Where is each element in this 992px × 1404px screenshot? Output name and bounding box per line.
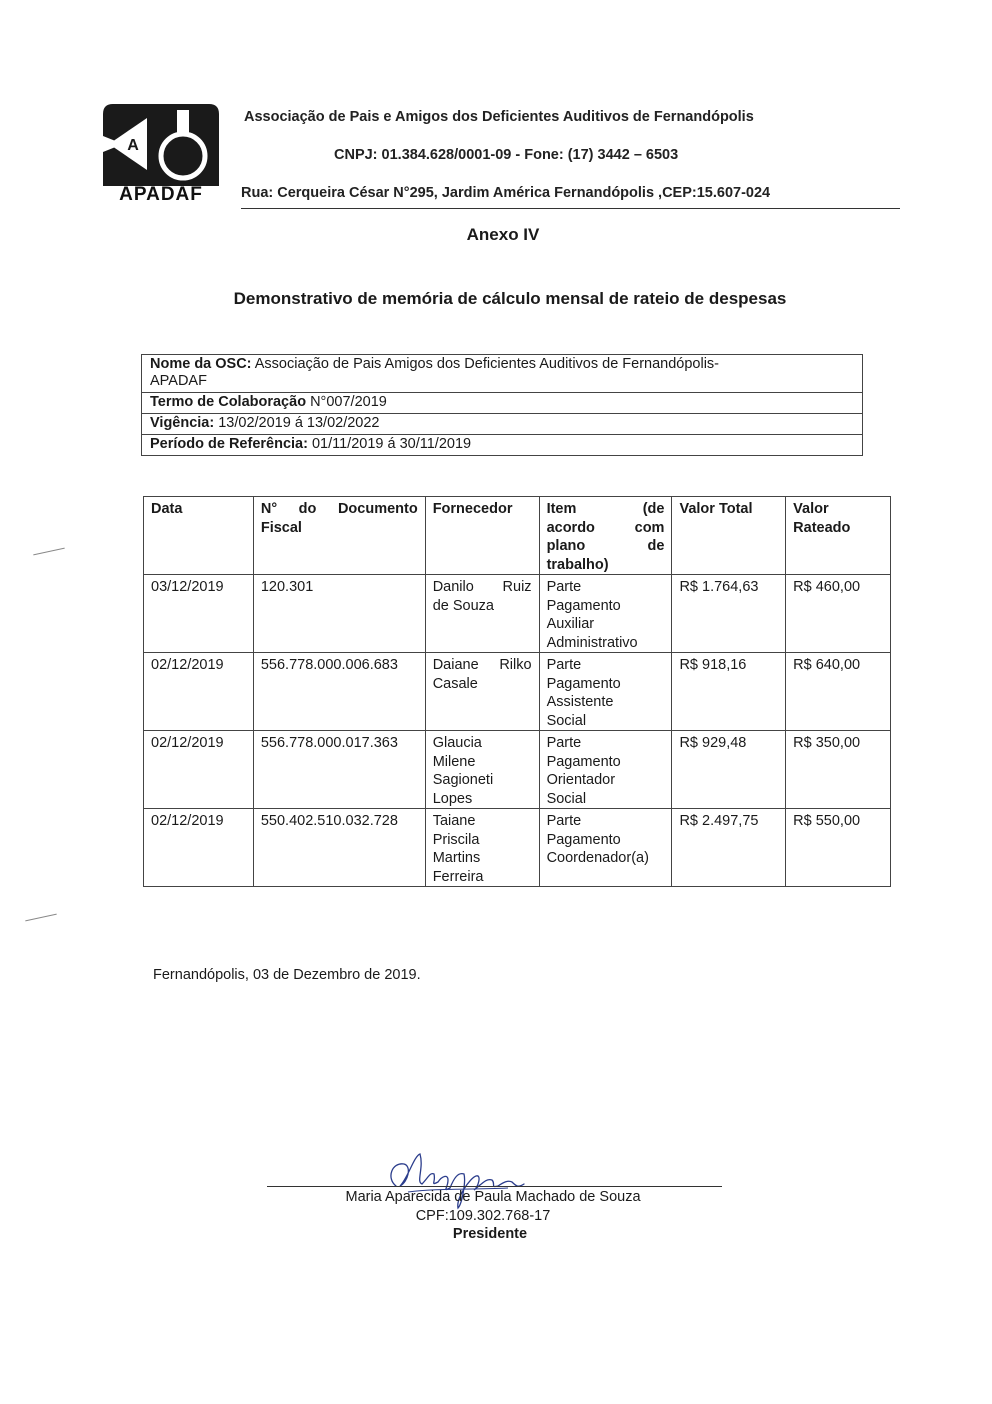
cell-valor-total: R$ 918,16 [672,653,786,731]
cell-data: 02/12/2019 [144,653,254,731]
cell-item: Parte Pagamento Orientador Social [539,731,672,809]
header-divider [241,208,900,209]
cell-data: 02/12/2019 [144,731,254,809]
organization-cnpj-phone: CNPJ: 01.384.628/0001-09 - Fone: (17) 3442 – 6503 [334,147,679,163]
cell-fornecedor: Taiane Priscila Martins Ferreira [425,809,539,887]
osc-name-label: Nome da OSC: [150,356,252,372]
cell-item: Parte Pagamento Assistente Social [539,653,672,731]
periodo-row [142,434,862,455]
cell-valor-total: R$ 1.764,63 [672,575,786,653]
table-row [144,731,891,809]
termo-row [142,392,862,413]
signature-line [267,1186,722,1187]
header-data: Data [144,497,254,575]
place-date: Fernandópolis, 03 de Dezembro de 2019. [153,967,421,983]
table-row [144,809,891,887]
header-fornecedor: Fornecedor [425,497,539,575]
scan-mark [33,548,65,556]
cell-item: Parte Pagamento Coordenador(a) [539,809,672,887]
logo-text: APADAF [119,184,203,205]
cell-fornecedor: Glaucia Milene Sagioneti Lopes [425,731,539,809]
cell-documento: 556.778.000.017.363 [253,731,425,809]
cell-valor-total: R$ 929,48 [672,731,786,809]
header-documento-fiscal: N° do Documento Fiscal [253,497,425,575]
periodo-value: 01/11/2019 á 30/11/2019 [311,436,472,452]
signatory-role: Presidente [452,1226,528,1242]
vigencia-value: 13/02/2019 á 13/02/2022 [218,415,380,431]
cell-item: Parte Pagamento Auxiliar Administrativo [539,575,672,653]
cell-data: 03/12/2019 [144,575,254,653]
vigencia-row [142,413,862,434]
cell-valor-rateado: R$ 460,00 [786,575,891,653]
periodo-label: Período de Referência: [150,436,308,452]
cell-data: 02/12/2019 [144,809,254,887]
table-header-row [144,497,891,575]
cell-valor-total: R$ 2.497,75 [672,809,786,887]
osc-info-box [141,354,863,456]
osc-name-row [142,355,862,392]
header-valor-total: Valor Total [672,497,786,575]
termo-label: Termo de Colaboração [150,394,307,410]
annex-title: Anexo IV [466,225,540,244]
organization-name: Associação de Pais e Amigos dos Deficientes Auditivos de Fernandópolis [244,109,754,125]
organization-address: Rua: Cerqueira César N°295, Jardim América Fernandópolis ,CEP:15.607-024 [241,185,771,201]
signatory-name: Maria Aparecida de Paula Machado de Souza [345,1189,641,1205]
scan-mark [25,914,57,922]
cell-documento: 550.402.510.032.728 [253,809,425,887]
cell-valor-rateado: R$ 640,00 [786,653,891,731]
termo-value: N°007/2019 [310,394,387,410]
vigencia-label: Vigência: [150,415,215,431]
expenses-table [143,496,891,887]
cell-documento: 556.778.000.006.683 [253,653,425,731]
header-item: Item (de acordo com plano de trabalho) [539,497,672,575]
table-row [144,653,891,731]
osc-name-value: Associação de Pais Amigos dos Deficientes Auditivos de Fernandópolis- [254,356,720,372]
signatory-cpf: CPF:109.302.768-17 [415,1208,551,1224]
document-title: Demonstrativo de memória de cálculo mensal de rateio de despesas [233,289,787,308]
cell-valor-rateado: R$ 350,00 [786,731,891,809]
cell-valor-rateado: R$ 550,00 [786,809,891,887]
table-row [144,575,891,653]
svg-text:A: A [127,137,139,154]
cell-documento: 120.301 [253,575,425,653]
cell-fornecedor: Danilo Ruiz de Souza [425,575,539,653]
cell-fornecedor: Daiane Rilko Casale [425,653,539,731]
osc-name-value-cont: APADAF [150,373,207,389]
header-valor-rateado: Valor Rateado [786,497,891,575]
